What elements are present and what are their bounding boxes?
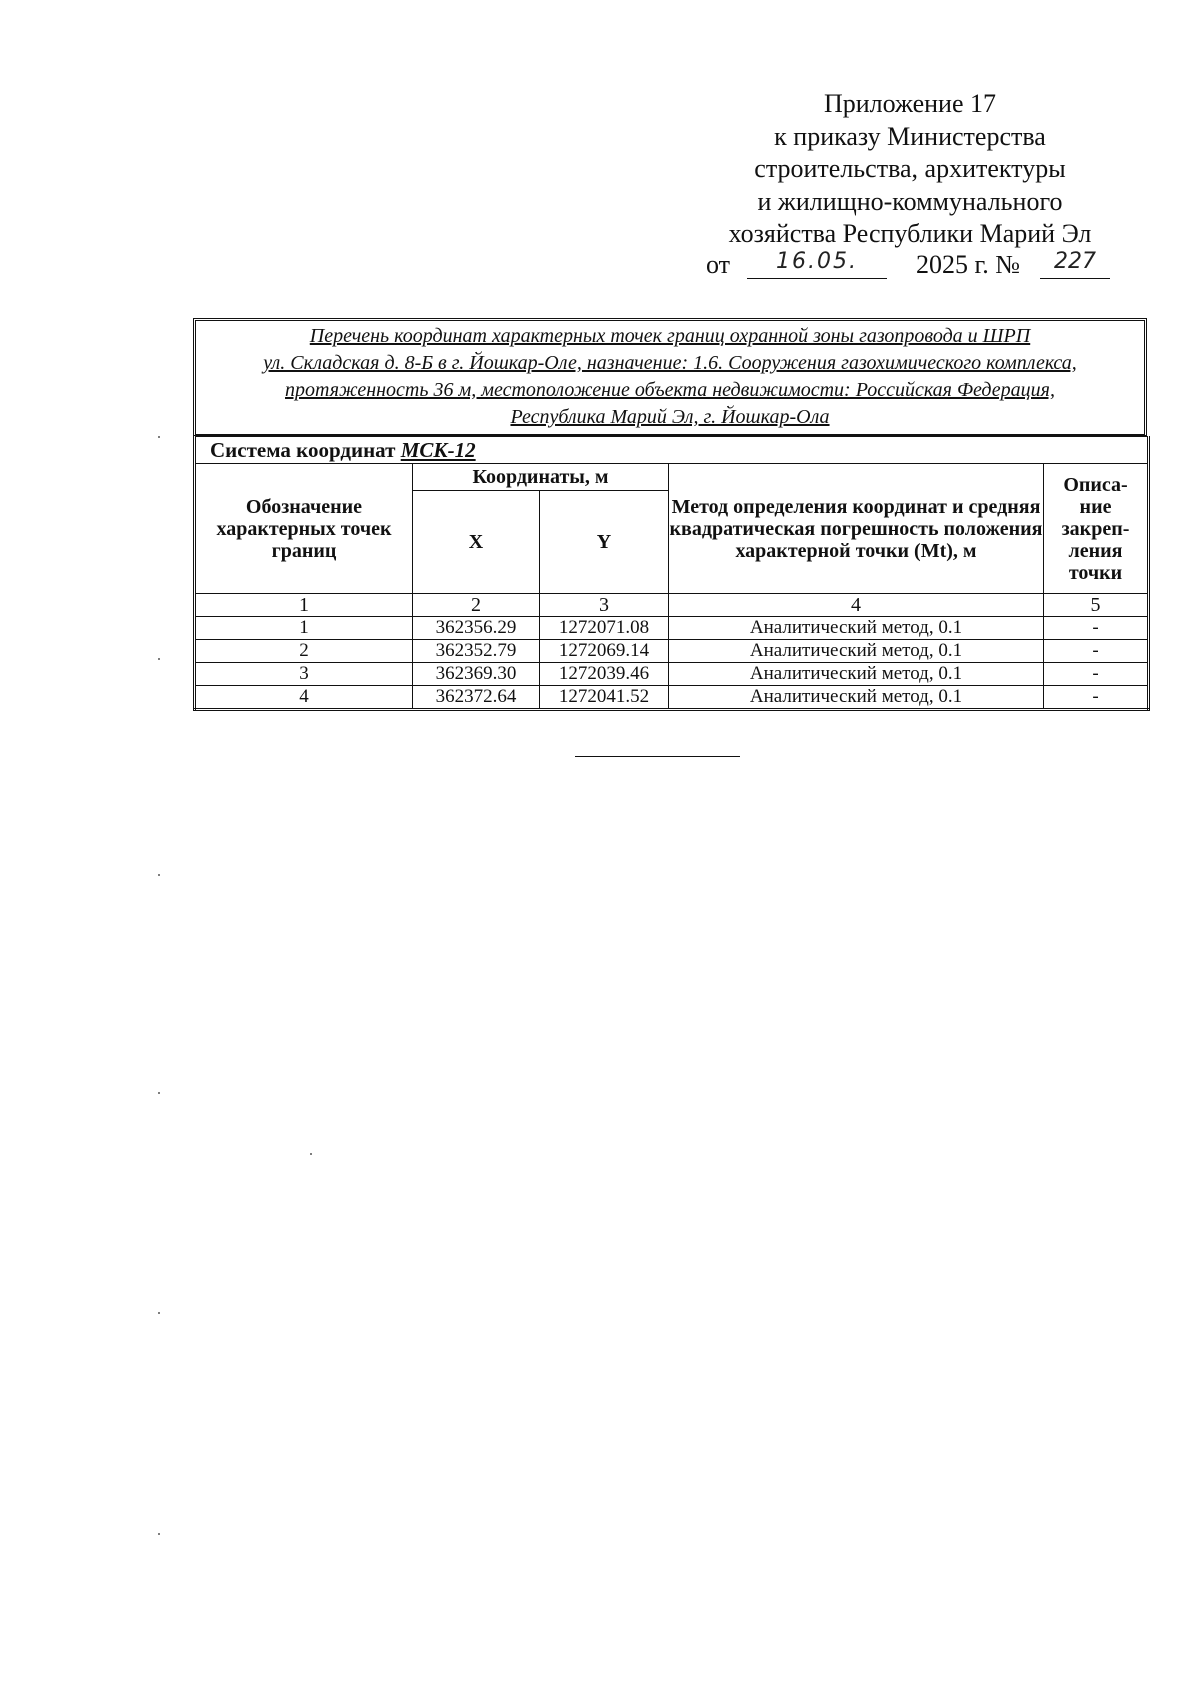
cell-desc: - — [1044, 663, 1149, 686]
cell-x: 362372.64 — [413, 686, 540, 710]
coordinates-table-block — [193, 318, 1147, 711]
table-row — [195, 663, 1149, 686]
col-header-coords: Координаты, м — [413, 464, 669, 491]
from-label: от — [706, 250, 731, 279]
cell-desc: - — [1044, 640, 1149, 663]
cell-x: 362369.30 — [413, 663, 540, 686]
cell-point: 1 — [195, 617, 413, 640]
header-line-5: хозяйства Республики Марий Эл — [728, 219, 1092, 248]
coordinates-table — [193, 436, 1150, 711]
column-number: 2 — [413, 594, 540, 617]
document-header — [680, 88, 1140, 251]
column-number: 4 — [669, 594, 1044, 617]
table-title-line-1: Перечень координат характерных точек границ охранной зоны газопровода и ШРП — [309, 325, 1031, 347]
cell-point: 4 — [195, 686, 413, 710]
cell-x: 362352.79 — [413, 640, 540, 663]
cell-desc: - — [1044, 617, 1149, 640]
handwritten-order-number: 227 — [1040, 248, 1110, 279]
cell-y: 1272069.14 — [540, 640, 669, 663]
handwritten-date: 16.05. — [747, 248, 887, 279]
end-of-document-line — [575, 756, 740, 757]
col-header-desc: Описа-ние закреп-ления точки — [1044, 464, 1149, 594]
cell-method: Аналитический метод, 0.1 — [669, 686, 1044, 710]
cell-point: 3 — [195, 663, 413, 686]
scan-speck — [158, 1312, 160, 1314]
col-header-y: Y — [540, 491, 669, 594]
col-header-point: Обозначение характерных точек границ — [195, 464, 413, 594]
column-number: 5 — [1044, 594, 1149, 617]
cell-y: 1272039.46 — [540, 663, 669, 686]
order-date-number-line — [706, 248, 1146, 284]
header-row-1 — [195, 464, 1149, 491]
cell-y: 1272041.52 — [540, 686, 669, 710]
cell-x: 362356.29 — [413, 617, 540, 640]
table-row — [195, 640, 1149, 663]
table-title — [193, 318, 1147, 436]
scan-speck — [158, 658, 160, 660]
cell-method: Аналитический метод, 0.1 — [669, 640, 1044, 663]
scan-speck — [158, 874, 160, 876]
table-row — [195, 617, 1149, 640]
header-line-2: к приказу Министерства — [774, 121, 1046, 151]
column-number: 1 — [195, 594, 413, 617]
scan-speck — [310, 1153, 312, 1155]
scan-speck — [158, 1533, 160, 1535]
cell-y: 1272071.08 — [540, 617, 669, 640]
coord-system-value: МСК-12 — [400, 438, 476, 462]
header-line-4: и жилищно-коммунального — [757, 186, 1063, 216]
cell-method: Аналитический метод, 0.1 — [669, 617, 1044, 640]
cell-method: Аналитический метод, 0.1 — [669, 663, 1044, 686]
year-number-label: 2025 г. № — [916, 250, 1021, 279]
column-number: 3 — [540, 594, 669, 617]
cell-desc: - — [1044, 686, 1149, 710]
header-line-3: строительства, архитектуры — [754, 154, 1066, 183]
table-title-line-3: протяженность 36 м, местоположение объекта недвижимости: Российская Федерация, — [285, 379, 1055, 401]
column-number-row — [195, 594, 1149, 617]
coord-system-row — [195, 437, 1149, 464]
coord-system-label: Система координат — [210, 438, 396, 462]
col-header-method: Метод определения координат и средняя квадратическая погрешность положения характерной точки (Mt), м — [669, 464, 1044, 594]
table-row — [195, 686, 1149, 710]
scan-speck — [158, 1092, 160, 1094]
scan-speck — [158, 436, 160, 438]
header-line-1: Приложение 17 — [823, 89, 997, 118]
cell-point: 2 — [195, 640, 413, 663]
col-header-x: X — [413, 491, 540, 594]
table-title-line-4: Республика Марий Эл, г. Йошкар-Ола — [510, 406, 830, 428]
table-title-line-2: ул. Складская д. 8-Б в г. Йошкар-Оле, назначение: 1.6. Сооружения газохимического комплекса, — [263, 352, 1077, 374]
